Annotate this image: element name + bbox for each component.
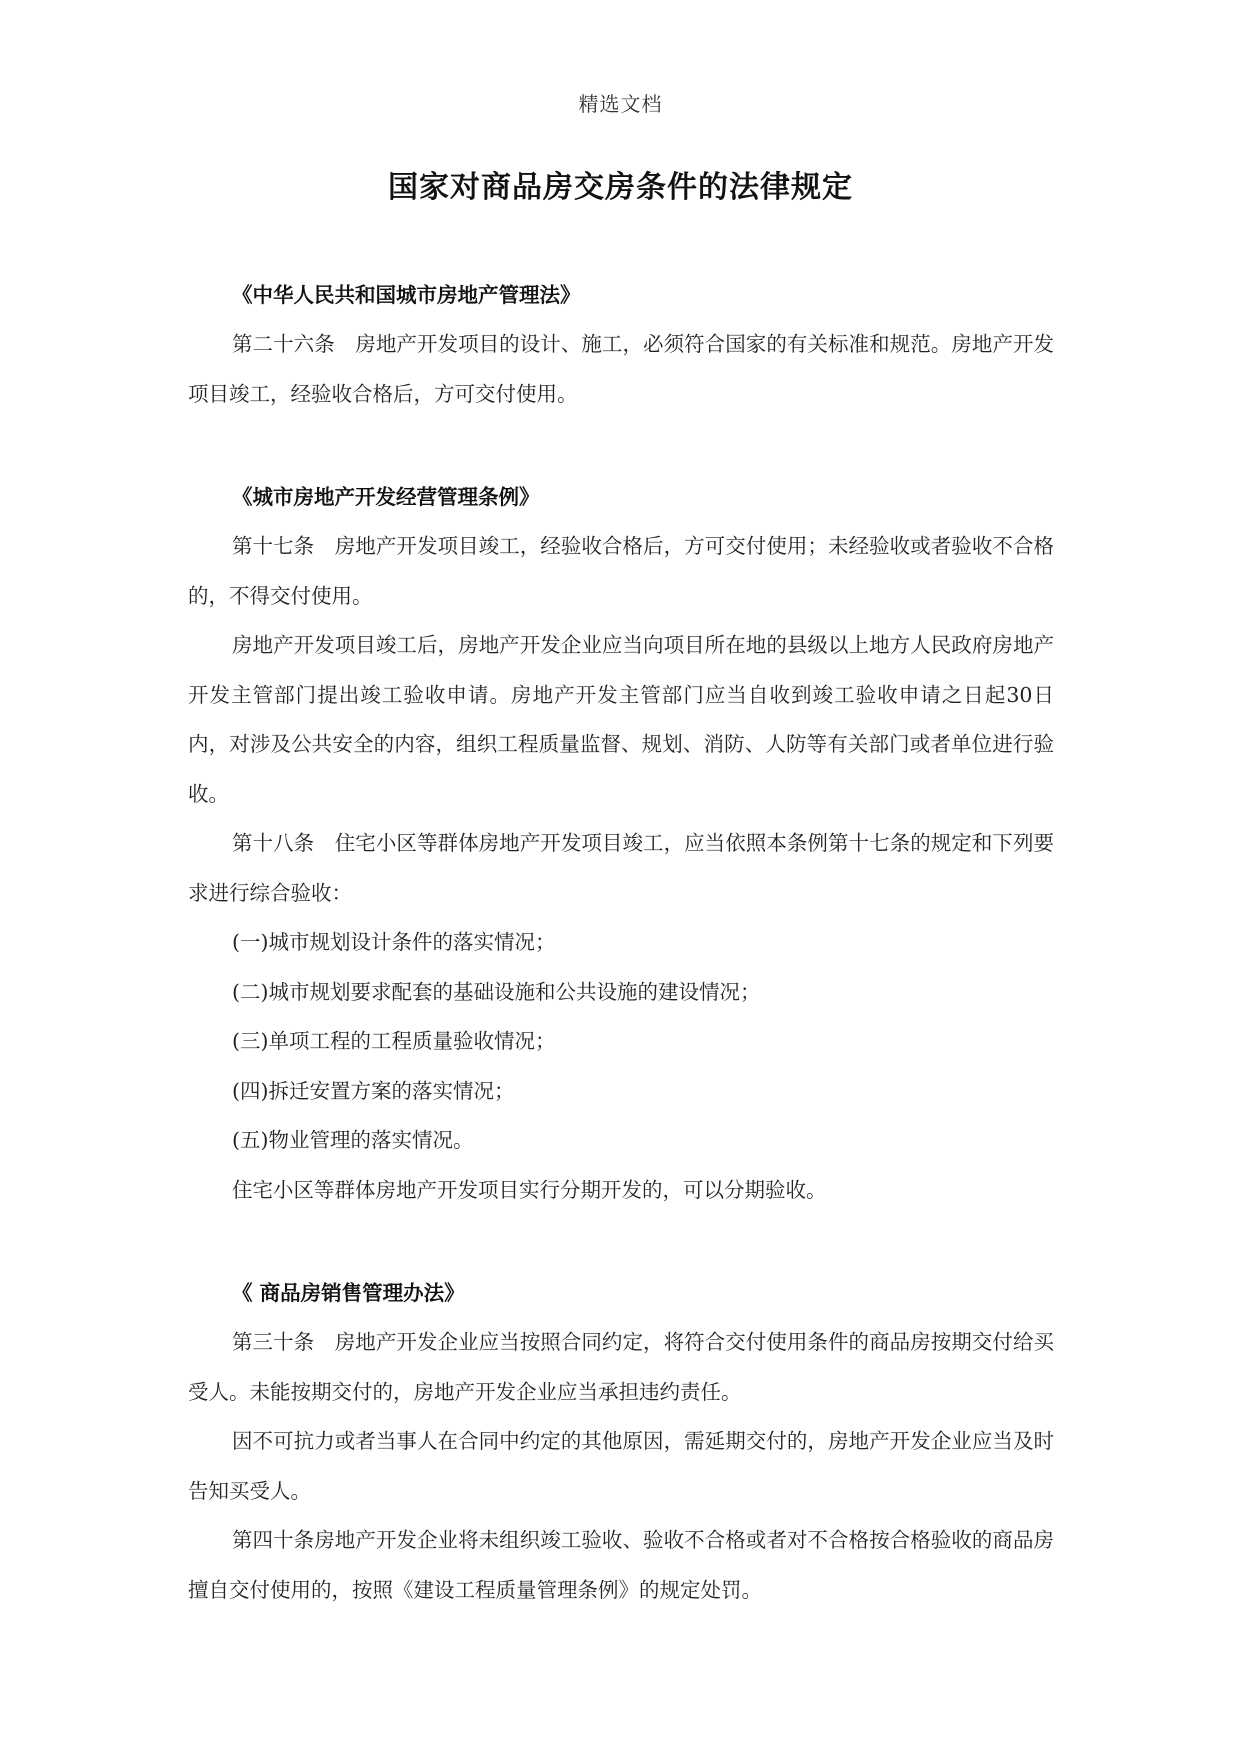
article-paragraph: 住宅小区等群体房地产开发项目实行分期开发的，可以分期验收。 [232,1177,827,1202]
section-spacer [188,1215,1054,1268]
section-development-regulations [188,472,1054,1215]
article-paragraph: 因不可抗力或者当事人在合同中约定的其他原因，需延期交付的，房地产开发企业应当及时告知买受人。 [188,1429,1054,1503]
article-paragraph: 第二十六条 房地产开发项目的设计、施工，必须符合国家的有关标准和规范。房地产开发项目竣工，经验收合格后，方可交付使用。 [188,332,1054,406]
section-sales-measures [188,1268,1054,1615]
section-spacer [188,419,1054,472]
article-paragraph: 第四十条房地产开发企业将未组织竣工验收、验收不合格或者对不合格按合格验收的商品房擅自交付使用的，按照《建设工程质量管理条例》的规定处罚。 [188,1528,1054,1602]
document-body [188,270,1054,1615]
list-item: (四)拆迁安置方案的落实情况； [232,1078,515,1103]
section-heading: 《中华人民共和国城市房地产管理法》 [232,283,581,307]
list-item: (五)物业管理的落实情况。 [232,1128,474,1152]
list-item: (三)单项工程的工程质量验收情况； [232,1029,556,1053]
article-paragraph: 第十八条 住宅小区等群体房地产开发项目竣工，应当依照本条例第十七条的规定和下列要求进行综合验收： [188,831,1054,905]
section-heading: 《 商品房销售管理办法》 [232,1281,465,1305]
list-item: (一)城市规划设计条件的落实情况； [232,930,556,954]
document-title: 国家对商品房交房条件的法律规定 [388,170,853,205]
article-paragraph: 第三十条 房地产开发企业应当按照合同约定，将符合交付使用条件的商品房按期交付给买受人。未能按期交付的，房地产开发企业应当承担违约责任。 [188,1330,1054,1404]
article-paragraph: 房地产开发项目竣工后，房地产开发企业应当向项目所在地的县级以上地方人民政府房地产开发主管部门提出竣工验收申请。房地产开发主管部门应当自收到竣工验收申请之日起30日内，对涉及公共安全的内容，组织工程质量监督、规划、消防、人防等有关部门或者单位进行验收。 [188,633,1054,806]
list-item: (二)城市规划要求配套的基础设施和公共设施的建设情况； [232,979,761,1004]
page-header: 精选文档 [578,92,663,116]
article-paragraph: 第十七条 房地产开发项目竣工，经验收合格后，方可交付使用；未经验收或者验收不合格的，不得交付使用。 [188,534,1054,608]
section-real-estate-law [188,270,1054,419]
section-heading: 《城市房地产开发经营管理条例》 [232,485,540,509]
